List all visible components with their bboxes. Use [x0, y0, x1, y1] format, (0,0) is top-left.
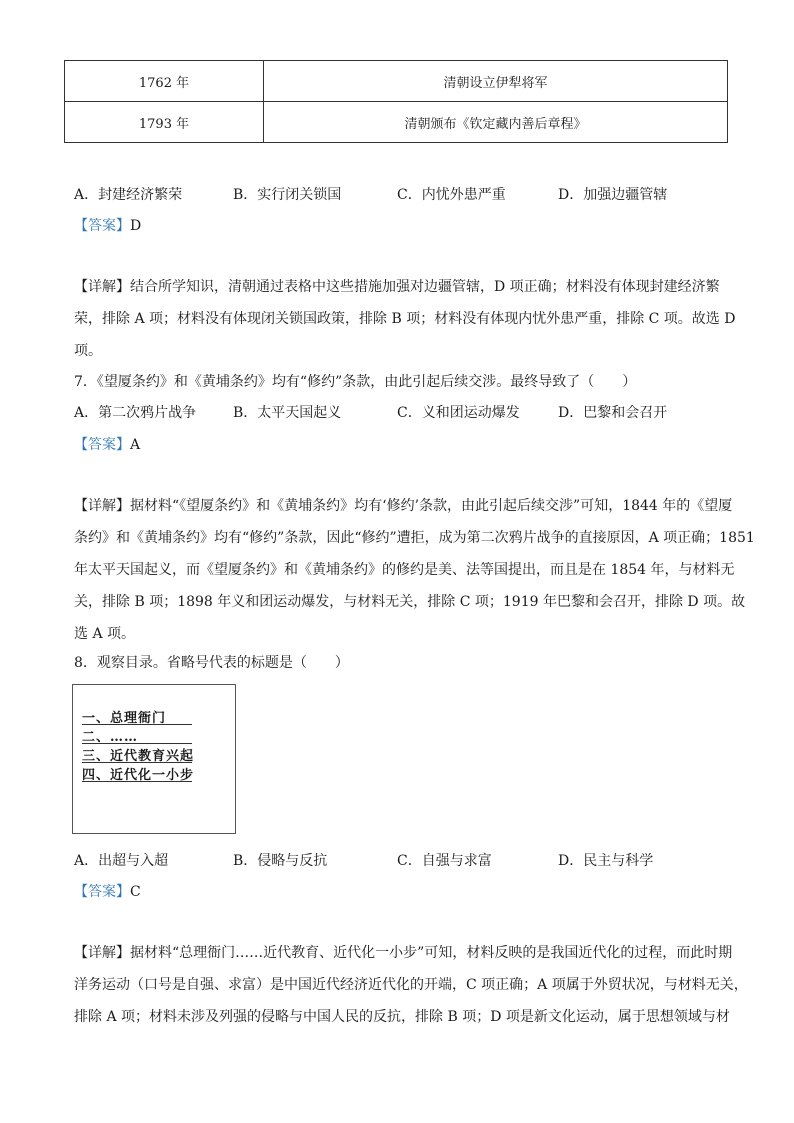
- q8-option-a: A．出超与入超: [74, 853, 169, 869]
- q7-option-a: A．第二次鸦片战争: [74, 405, 197, 421]
- q7-detail: [74, 490, 755, 650]
- catalog-image: [72, 684, 236, 834]
- year-cell: 1762 年: [65, 61, 264, 102]
- q7-answer: [74, 434, 140, 454]
- year-cell: 1793 年: [65, 102, 264, 143]
- event-cell: 清朝颁布《钦定藏内善后章程》: [264, 102, 728, 143]
- q8-question: 8．观察目录。省略号代表的标题是（ ）: [74, 655, 349, 671]
- catalog-underline: [82, 724, 192, 725]
- detail-line: 项。: [74, 343, 102, 359]
- q6-option-b: B．实行闭关锁国: [233, 187, 342, 203]
- detail-line: 【详解】据材料“《望厦条约》和《黄埔条约》均有‘修约’条款，由此引起后续交涉”可知，1844 年的《望厦: [74, 498, 733, 514]
- catalog-item: 二、……: [82, 730, 139, 745]
- q6-option-d: D．加强边疆管辖: [558, 187, 668, 203]
- catalog-item: 四、近代化一小步: [82, 768, 195, 783]
- table-row: [65, 61, 728, 102]
- detail-line: 关，排除 B 项；1898 年义和团运动爆发，与材料无关，排除 C 项；1919 年巴黎和会召开，排除 D 项。故: [74, 594, 746, 610]
- catalog-underline: [82, 762, 192, 763]
- answer-tag: 【答案】: [74, 218, 130, 234]
- detail-tag: 【详解】: [74, 945, 130, 961]
- q8-detail: [74, 937, 748, 1033]
- q8-option-b: B．侵略与反抗: [233, 853, 328, 869]
- detail-line: 荣，排除 A 项；材料没有体现闭关锁国政策，排除 B 项；材料没有体现内忧外患严重，排除 C 项。故选 D: [74, 311, 736, 327]
- events-table: [64, 60, 728, 143]
- q8-option-c: C．自强与求富: [397, 853, 492, 869]
- q6-option-c: C．内忧外患严重: [397, 187, 506, 203]
- answer-value: C: [130, 884, 141, 900]
- q7-option-c: C．义和团运动爆发: [397, 405, 520, 421]
- detail-line: 年太平天国起义，而《望厦条约》和《黄埔条约》的修约是美、法等国提出，而且是在 1854 年，与材料无: [74, 562, 735, 578]
- detail-line: 排除 A 项；材料未涉及列强的侵略与中国人民的反抗，排除 B 项；D 项是新文化运动，属于思想领域与材: [74, 1009, 730, 1025]
- catalog-underline: [82, 781, 192, 782]
- q6-answer: [74, 215, 141, 235]
- q8-option-d: D．民主与科学: [558, 853, 654, 869]
- detail-line: 条约》和《黄埔条约》均有“修约”条款，因此“修约”遭拒，成为第二次鸦片战争的直接原因，A 项正确；1851: [74, 530, 755, 546]
- detail-line: 【详解】据材料“总理衙门……近代教育、近代化一小步”可知，材料反映的是我国近代化的过程，而此时期: [74, 945, 733, 961]
- table-row: [65, 102, 728, 143]
- q6-detail: [74, 271, 735, 367]
- detail-tag: 【详解】: [74, 498, 130, 514]
- catalog-item: 一、总理衙门: [82, 711, 167, 726]
- answer-tag: 【答案】: [74, 884, 130, 900]
- answer-value: A: [130, 437, 141, 453]
- detail-line: 选 A 项。: [74, 626, 136, 642]
- q7-option-d: D．巴黎和会召开: [558, 405, 668, 421]
- catalog-item: 三、近代教育兴起: [82, 749, 195, 764]
- answer-value: D: [130, 218, 142, 234]
- q7-question: 7．《望厦条约》和《黄埔条约》均有“修约”条款，由此引起后续交涉。最终导致了（ ）: [74, 374, 637, 390]
- q8-answer: [74, 881, 141, 901]
- event-cell: 清朝设立伊犁将军: [264, 61, 728, 102]
- answer-tag: 【答案】: [74, 437, 130, 453]
- q6-option-a: A．封建经济繁荣: [74, 187, 183, 203]
- detail-tag: 【详解】: [74, 279, 130, 295]
- q7-option-b: B．太平天国起义: [233, 405, 342, 421]
- detail-line: 【详解】结合所学知识，清朝通过表格中这些措施加强对边疆管辖，D 项正确；材料没有体现封建经济繁: [74, 279, 720, 295]
- catalog-underline: [82, 743, 192, 744]
- detail-line: 洋务运动（口号是自强、求富）是中国近代经济近代化的开端，C 项正确；A 项属于外贸状况，与材料无关，: [74, 977, 748, 993]
